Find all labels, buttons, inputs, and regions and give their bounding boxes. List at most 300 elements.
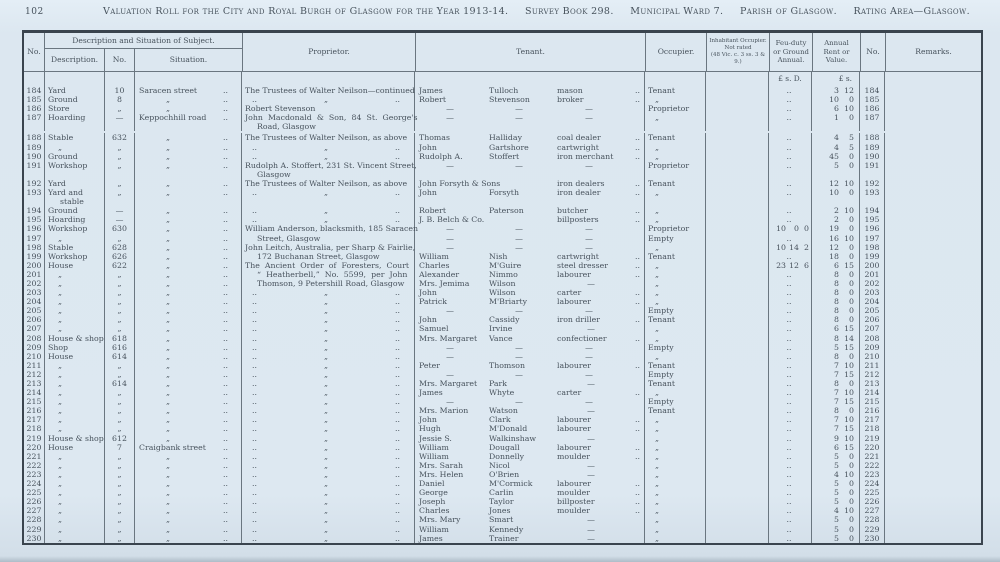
col-inhabitant-occupier xyxy=(706,370,769,379)
rent-shillings: 0 xyxy=(849,269,854,279)
tenant-surname: M'Cormick xyxy=(489,479,533,489)
col-annual-rent xyxy=(812,397,860,406)
tenant-forename: Mrs. Jemima xyxy=(419,278,470,288)
col-no-left: 230 xyxy=(24,534,45,543)
leader-dots: .. xyxy=(223,360,228,370)
leader-dots: .. xyxy=(786,306,792,316)
col-proprietor xyxy=(242,343,415,352)
col-remarks xyxy=(885,434,981,443)
col-annual-rent xyxy=(812,424,860,433)
col-house-no: 10 xyxy=(105,86,135,95)
col-description: House & shop xyxy=(45,434,105,443)
situation-text: „ xyxy=(165,415,171,425)
tenant-occupation: — xyxy=(587,379,595,388)
doc-title xyxy=(103,6,970,17)
col-situation xyxy=(135,197,242,206)
leader-dots: .. xyxy=(223,215,228,225)
col-proprietor: “ Heatherbell,” No. 5599, per John xyxy=(242,270,415,279)
col-description: Workshop xyxy=(45,252,105,261)
col-no-left: 187 xyxy=(24,113,45,122)
col-inhabitant-occupier xyxy=(706,243,769,252)
tenant-surname: Clark xyxy=(489,415,511,425)
tenant-occupation: — xyxy=(587,515,595,525)
tenant-occupation: iron dealers xyxy=(557,178,605,188)
tenant-forename: Thomas xyxy=(419,133,450,143)
col-remarks xyxy=(885,315,981,324)
leader-dots: .. xyxy=(786,524,792,534)
rent-pounds: 8 xyxy=(834,297,839,307)
table-row xyxy=(24,143,981,152)
col-remarks xyxy=(885,506,981,515)
tenant-occupation: labourer xyxy=(557,269,591,279)
tenant-forename: Alexander xyxy=(419,269,460,279)
col-description: Ground xyxy=(45,206,105,215)
col-situation xyxy=(135,95,242,104)
col-tenant xyxy=(415,534,645,543)
leader-dots: .. xyxy=(786,506,792,516)
col-inhabitant-occupier xyxy=(706,143,769,152)
leader-dots: .. xyxy=(786,379,792,388)
rent-pounds: 6 xyxy=(834,442,839,452)
col-description: House & shop xyxy=(45,334,105,343)
col-description: „ xyxy=(45,479,105,488)
ditto-dots: .. xyxy=(395,369,400,379)
leader-dots: .. xyxy=(635,133,640,143)
leader-dots: .. xyxy=(786,160,792,170)
col-inhabitant-occupier xyxy=(706,488,769,497)
col-annual-rent xyxy=(812,534,860,543)
ditto-dots: .. xyxy=(252,324,257,334)
col-occupier: „ xyxy=(645,261,706,270)
ditto-dots: .. xyxy=(395,95,400,105)
tenant-forename: Mrs. Helen xyxy=(419,469,464,479)
col-inhabitant-occupier xyxy=(706,252,769,261)
tenant-forename xyxy=(415,170,489,179)
feu-value: 10 xyxy=(776,224,786,234)
col-feu-duty xyxy=(769,334,812,343)
col-situation xyxy=(135,104,242,113)
leader-dots xyxy=(625,197,644,206)
situation-text: „ xyxy=(165,451,171,461)
leader-dots: .. xyxy=(223,397,228,407)
col-no-right: 206 xyxy=(860,315,885,324)
rent-shillings: 0 xyxy=(849,224,854,234)
table-row xyxy=(24,515,981,524)
ditto-dots: .. xyxy=(252,424,257,434)
leader-dots: .. xyxy=(786,188,792,198)
leader-dots: .. xyxy=(635,95,640,105)
col-occupier: „ xyxy=(645,288,706,297)
table-row xyxy=(24,388,981,397)
col-no-left: 191 xyxy=(24,161,45,170)
col-annual-rent xyxy=(812,86,860,95)
leader-dots: .. xyxy=(786,515,792,525)
tenant-forename: George xyxy=(419,488,448,498)
col-occupier: Empty xyxy=(645,343,706,352)
rent-shillings: 0 xyxy=(849,524,854,534)
col-no-right: 207 xyxy=(860,324,885,333)
feu-value: 6 xyxy=(804,260,809,270)
header-inhabitant-occupier: Inhabitant Occupier. Not rated (48 Vic. c. 3 ss. 3 & 9.) xyxy=(707,33,770,71)
title-segment-parish: Parish of Glasgow. xyxy=(740,6,837,17)
situation-text: Craigbank street xyxy=(139,442,206,452)
leader-dots: .. xyxy=(223,433,228,443)
col-annual-rent xyxy=(812,133,860,142)
col-occupier: Empty xyxy=(645,397,706,406)
ditto-dots: .. xyxy=(252,188,257,198)
rent-shillings: 10 xyxy=(844,233,854,243)
col-house-no: „ xyxy=(105,370,135,379)
col-tenant xyxy=(415,279,645,288)
ditto-mark: „ xyxy=(323,433,329,443)
situation-text: „ xyxy=(165,288,171,298)
table-row xyxy=(24,424,981,433)
col-no-left: 225 xyxy=(24,488,45,497)
col-remarks xyxy=(885,497,981,506)
table-row xyxy=(24,252,981,261)
col-no-right: 211 xyxy=(860,361,885,370)
col-no-right: 216 xyxy=(860,406,885,415)
leader-dots: .. xyxy=(223,469,228,479)
col-annual-rent xyxy=(812,215,860,224)
tenant-surname: Paterson xyxy=(489,206,524,216)
col-annual-rent xyxy=(812,370,860,379)
col-feu-duty xyxy=(769,379,812,388)
tenant-surname: — xyxy=(515,306,523,316)
col-occupier: „ xyxy=(645,113,706,122)
tenant-occupation: labourer xyxy=(557,442,591,452)
table-row xyxy=(24,479,981,488)
leader-dots: .. xyxy=(786,433,792,443)
col-tenant xyxy=(415,397,645,406)
tenant-surname: — xyxy=(515,104,523,114)
col-house-no: „ xyxy=(105,406,135,415)
ditto-mark: „ xyxy=(323,424,329,434)
ditto-mark: „ xyxy=(323,297,329,307)
tenant-surname: Smart xyxy=(489,515,514,525)
tenant-surname: — xyxy=(515,342,523,352)
tenant-occupation: — xyxy=(587,524,595,534)
col-tenant xyxy=(415,95,645,104)
col-no-right: 200 xyxy=(860,261,885,270)
col-no-right: 218 xyxy=(860,424,885,433)
leader-dots: .. xyxy=(786,388,792,398)
col-situation xyxy=(135,206,242,215)
col-inhabitant-occupier xyxy=(706,95,769,104)
situation-text: „ xyxy=(165,388,171,398)
col-proprietor xyxy=(242,515,415,524)
leader-dots: .. xyxy=(786,215,792,225)
rent-shillings: 15 xyxy=(844,342,854,352)
col-remarks xyxy=(885,470,981,479)
ditto-mark: „ xyxy=(323,506,329,516)
col-occupier: „ xyxy=(645,297,706,306)
col-no-left: 205 xyxy=(24,306,45,315)
col-proprietor xyxy=(242,143,415,152)
col-no-right: 198 xyxy=(860,243,885,252)
col-house-no: „ xyxy=(105,424,135,433)
ditto-dots: .. xyxy=(395,415,400,425)
col-situation xyxy=(135,143,242,152)
currency-label-feu: £ s. D. xyxy=(769,72,812,86)
rent-pounds: 9 xyxy=(834,433,839,443)
col-proprietor xyxy=(242,361,415,370)
col-situation xyxy=(135,306,242,315)
table-row xyxy=(24,288,981,297)
col-no-left: 215 xyxy=(24,397,45,406)
situation-text: „ xyxy=(165,333,171,343)
ditto-dots: .. xyxy=(252,506,257,516)
ditto-mark: „ xyxy=(323,288,329,298)
col-proprietor xyxy=(242,152,415,161)
rent-shillings: 15 xyxy=(844,324,854,334)
ditto-dots: .. xyxy=(252,206,257,216)
col-annual-rent xyxy=(812,479,860,488)
ditto-dots: .. xyxy=(252,388,257,398)
tenant-occupation: — xyxy=(585,397,593,407)
rent-shillings: 5 xyxy=(849,142,854,152)
tenant-forename: Mrs. Mary xyxy=(419,515,461,525)
rent-pounds: 6 xyxy=(834,260,839,270)
tenant-surname: M'Donald xyxy=(489,424,528,434)
header-house-no: No. xyxy=(105,49,135,71)
leader-dots xyxy=(625,397,644,406)
col-annual-rent xyxy=(812,506,860,515)
table-row xyxy=(24,188,981,197)
tenant-forename: — xyxy=(446,397,454,407)
col-tenant xyxy=(415,306,645,315)
leader-dots: .. xyxy=(786,113,792,123)
rent-shillings: 0 xyxy=(849,188,854,198)
ditto-dots: .. xyxy=(252,533,257,543)
rent-pounds: 7 xyxy=(834,424,839,434)
col-occupier: „ xyxy=(645,415,706,424)
tenant-occupation: — xyxy=(585,104,593,114)
col-proprietor xyxy=(242,525,415,534)
rent-pounds: 4 xyxy=(834,133,839,143)
situation-text: „ xyxy=(165,215,171,225)
tenant-forename: John xyxy=(419,415,437,425)
col-no-left: 192 xyxy=(24,179,45,188)
rent-shillings: 0 xyxy=(849,479,854,489)
col-proprietor: Street, Glasgow xyxy=(242,234,415,243)
col-house-no: „ xyxy=(105,506,135,515)
tenant-forename: — xyxy=(446,104,454,114)
rent-pounds: 10 xyxy=(829,188,839,198)
col-situation xyxy=(135,170,242,179)
col-inhabitant-occupier xyxy=(706,434,769,443)
ditto-mark: „ xyxy=(323,469,329,479)
col-no-right xyxy=(860,197,885,206)
ditto-dots: .. xyxy=(395,324,400,334)
col-situation xyxy=(135,243,242,252)
col-no-right: 193 xyxy=(860,188,885,197)
col-feu-duty xyxy=(769,370,812,379)
rent-pounds: 8 xyxy=(834,288,839,298)
col-situation xyxy=(135,379,242,388)
tenant-surname: — xyxy=(515,233,523,243)
col-occupier: „ xyxy=(645,515,706,524)
table-row xyxy=(24,443,981,452)
col-occupier: „ xyxy=(645,324,706,333)
header-annual-rent: Annual Rent or Value. xyxy=(813,33,861,71)
header-group-title: Description and Situation of Subject. xyxy=(45,33,242,49)
leader-dots: .. xyxy=(223,460,228,470)
ditto-mark: „ xyxy=(323,379,329,388)
col-no-left: 196 xyxy=(24,224,45,233)
leader-dots: .. xyxy=(635,260,640,270)
col-no-right: 202 xyxy=(860,279,885,288)
col-remarks xyxy=(885,324,981,333)
tenant-occupation: — xyxy=(585,342,593,352)
col-tenant xyxy=(415,243,645,252)
col-situation xyxy=(135,397,242,406)
col-tenant xyxy=(415,379,645,388)
col-proprietor xyxy=(242,370,415,379)
rent-shillings: 15 xyxy=(844,260,854,270)
tenant-surname: Kennedy xyxy=(489,524,524,534)
col-no-right: 195 xyxy=(860,215,885,224)
tenant-occupation: — xyxy=(585,369,593,379)
col-no-right: 217 xyxy=(860,415,885,424)
table-row xyxy=(24,397,981,406)
tenant-surname: — xyxy=(515,369,523,379)
col-remarks xyxy=(885,452,981,461)
table-row xyxy=(24,343,981,352)
rent-shillings: 0 xyxy=(849,306,854,316)
ditto-dots: .. xyxy=(395,488,400,498)
ditto-dots: .. xyxy=(252,451,257,461)
ditto-dots: .. xyxy=(395,379,400,388)
tenant-surname: — xyxy=(515,160,523,170)
tenant-occupation: broker xyxy=(557,95,584,105)
leader-dots: .. xyxy=(223,224,228,234)
leader-dots: .. xyxy=(223,306,228,316)
rent-shillings: 5 xyxy=(849,133,854,143)
col-remarks xyxy=(885,224,981,233)
col-remarks xyxy=(885,243,981,252)
leader-dots: .. xyxy=(223,278,228,288)
header-remarks: Remarks. xyxy=(915,47,952,57)
header-occupier: Occupier. xyxy=(646,33,707,71)
col-no-right: 192 xyxy=(860,179,885,188)
col-situation xyxy=(135,452,242,461)
leader-dots: .. xyxy=(786,269,792,279)
col-situation xyxy=(135,470,242,479)
leader-dots: .. xyxy=(635,178,640,188)
col-no-left: 213 xyxy=(24,379,45,388)
tenant-forename: Charles xyxy=(419,506,450,516)
ditto-dots: .. xyxy=(252,479,257,489)
col-no-right: 209 xyxy=(860,343,885,352)
col-annual-rent xyxy=(812,234,860,243)
tenant-occupation: — xyxy=(585,306,593,316)
leader-dots: .. xyxy=(223,260,228,270)
col-house-no: „ xyxy=(105,297,135,306)
col-no-right: 194 xyxy=(860,206,885,215)
tenant-forename: Patrick xyxy=(419,297,447,307)
col-tenant xyxy=(415,122,645,131)
tenant-surname: Trainer xyxy=(489,533,519,543)
leader-dots: .. xyxy=(786,397,792,407)
col-annual-rent xyxy=(812,434,860,443)
col-remarks xyxy=(885,406,981,415)
tenant-occupation: billposter xyxy=(557,497,595,507)
ditto-dots: .. xyxy=(395,479,400,489)
rent-shillings: 0 xyxy=(849,160,854,170)
col-house-no: „ xyxy=(105,288,135,297)
situation-text: „ xyxy=(165,151,171,161)
col-occupier: „ xyxy=(645,488,706,497)
col-no-left xyxy=(24,170,45,179)
col-description: „ xyxy=(45,306,105,315)
ditto-mark: „ xyxy=(323,488,329,498)
col-proprietor xyxy=(242,488,415,497)
ditto-mark: „ xyxy=(323,460,329,470)
ditto-dots: .. xyxy=(252,333,257,343)
col-house-no: „ xyxy=(105,324,135,333)
col-occupier: Tenant xyxy=(645,179,706,188)
tenant-forename: — xyxy=(446,113,454,123)
col-situation xyxy=(135,488,242,497)
ditto-mark: „ xyxy=(323,415,329,425)
col-situation xyxy=(135,443,242,452)
col-description: „ xyxy=(45,379,105,388)
col-annual-rent xyxy=(812,525,860,534)
col-situation xyxy=(135,315,242,324)
col-feu-duty xyxy=(769,361,812,370)
rent-pounds: 8 xyxy=(834,351,839,361)
col-feu-duty xyxy=(769,352,812,361)
table-row xyxy=(24,315,981,324)
leader-dots xyxy=(625,352,644,361)
col-situation xyxy=(135,334,242,343)
col-annual-rent xyxy=(812,104,860,113)
rent-shillings: 0 xyxy=(849,379,854,388)
col-annual-rent xyxy=(812,497,860,506)
col-inhabitant-occupier xyxy=(706,297,769,306)
leader-dots: .. xyxy=(223,524,228,534)
rent-pounds: 5 xyxy=(834,479,839,489)
leader-dots xyxy=(625,515,644,524)
leader-dots: .. xyxy=(635,415,640,425)
col-situation xyxy=(135,270,242,279)
leader-dots: .. xyxy=(223,188,228,198)
leader-dots: .. xyxy=(223,251,228,261)
leader-dots: .. xyxy=(223,269,228,279)
tenant-surname: Wilson xyxy=(489,288,516,298)
col-house-no: 612 xyxy=(105,434,135,443)
col-no-right xyxy=(860,170,885,179)
col-remarks xyxy=(885,525,981,534)
rent-pounds: 8 xyxy=(834,333,839,343)
tenant-surname: Vance xyxy=(489,333,513,343)
table-row xyxy=(24,297,981,306)
col-house-no: „ xyxy=(105,470,135,479)
col-remarks xyxy=(885,306,981,315)
col-inhabitant-occupier xyxy=(706,152,769,161)
tenant-forename: Rudolph A. xyxy=(419,151,463,161)
table-row xyxy=(24,415,981,424)
col-no-left: 214 xyxy=(24,388,45,397)
tenant-occupation xyxy=(557,170,625,179)
col-description: Yard xyxy=(45,179,105,188)
ditto-mark: „ xyxy=(323,306,329,316)
tenant-forename: John xyxy=(419,142,437,152)
tenant-surname: O'Brien xyxy=(489,469,520,479)
ditto-dots: .. xyxy=(395,142,400,152)
col-no-left: 224 xyxy=(24,479,45,488)
